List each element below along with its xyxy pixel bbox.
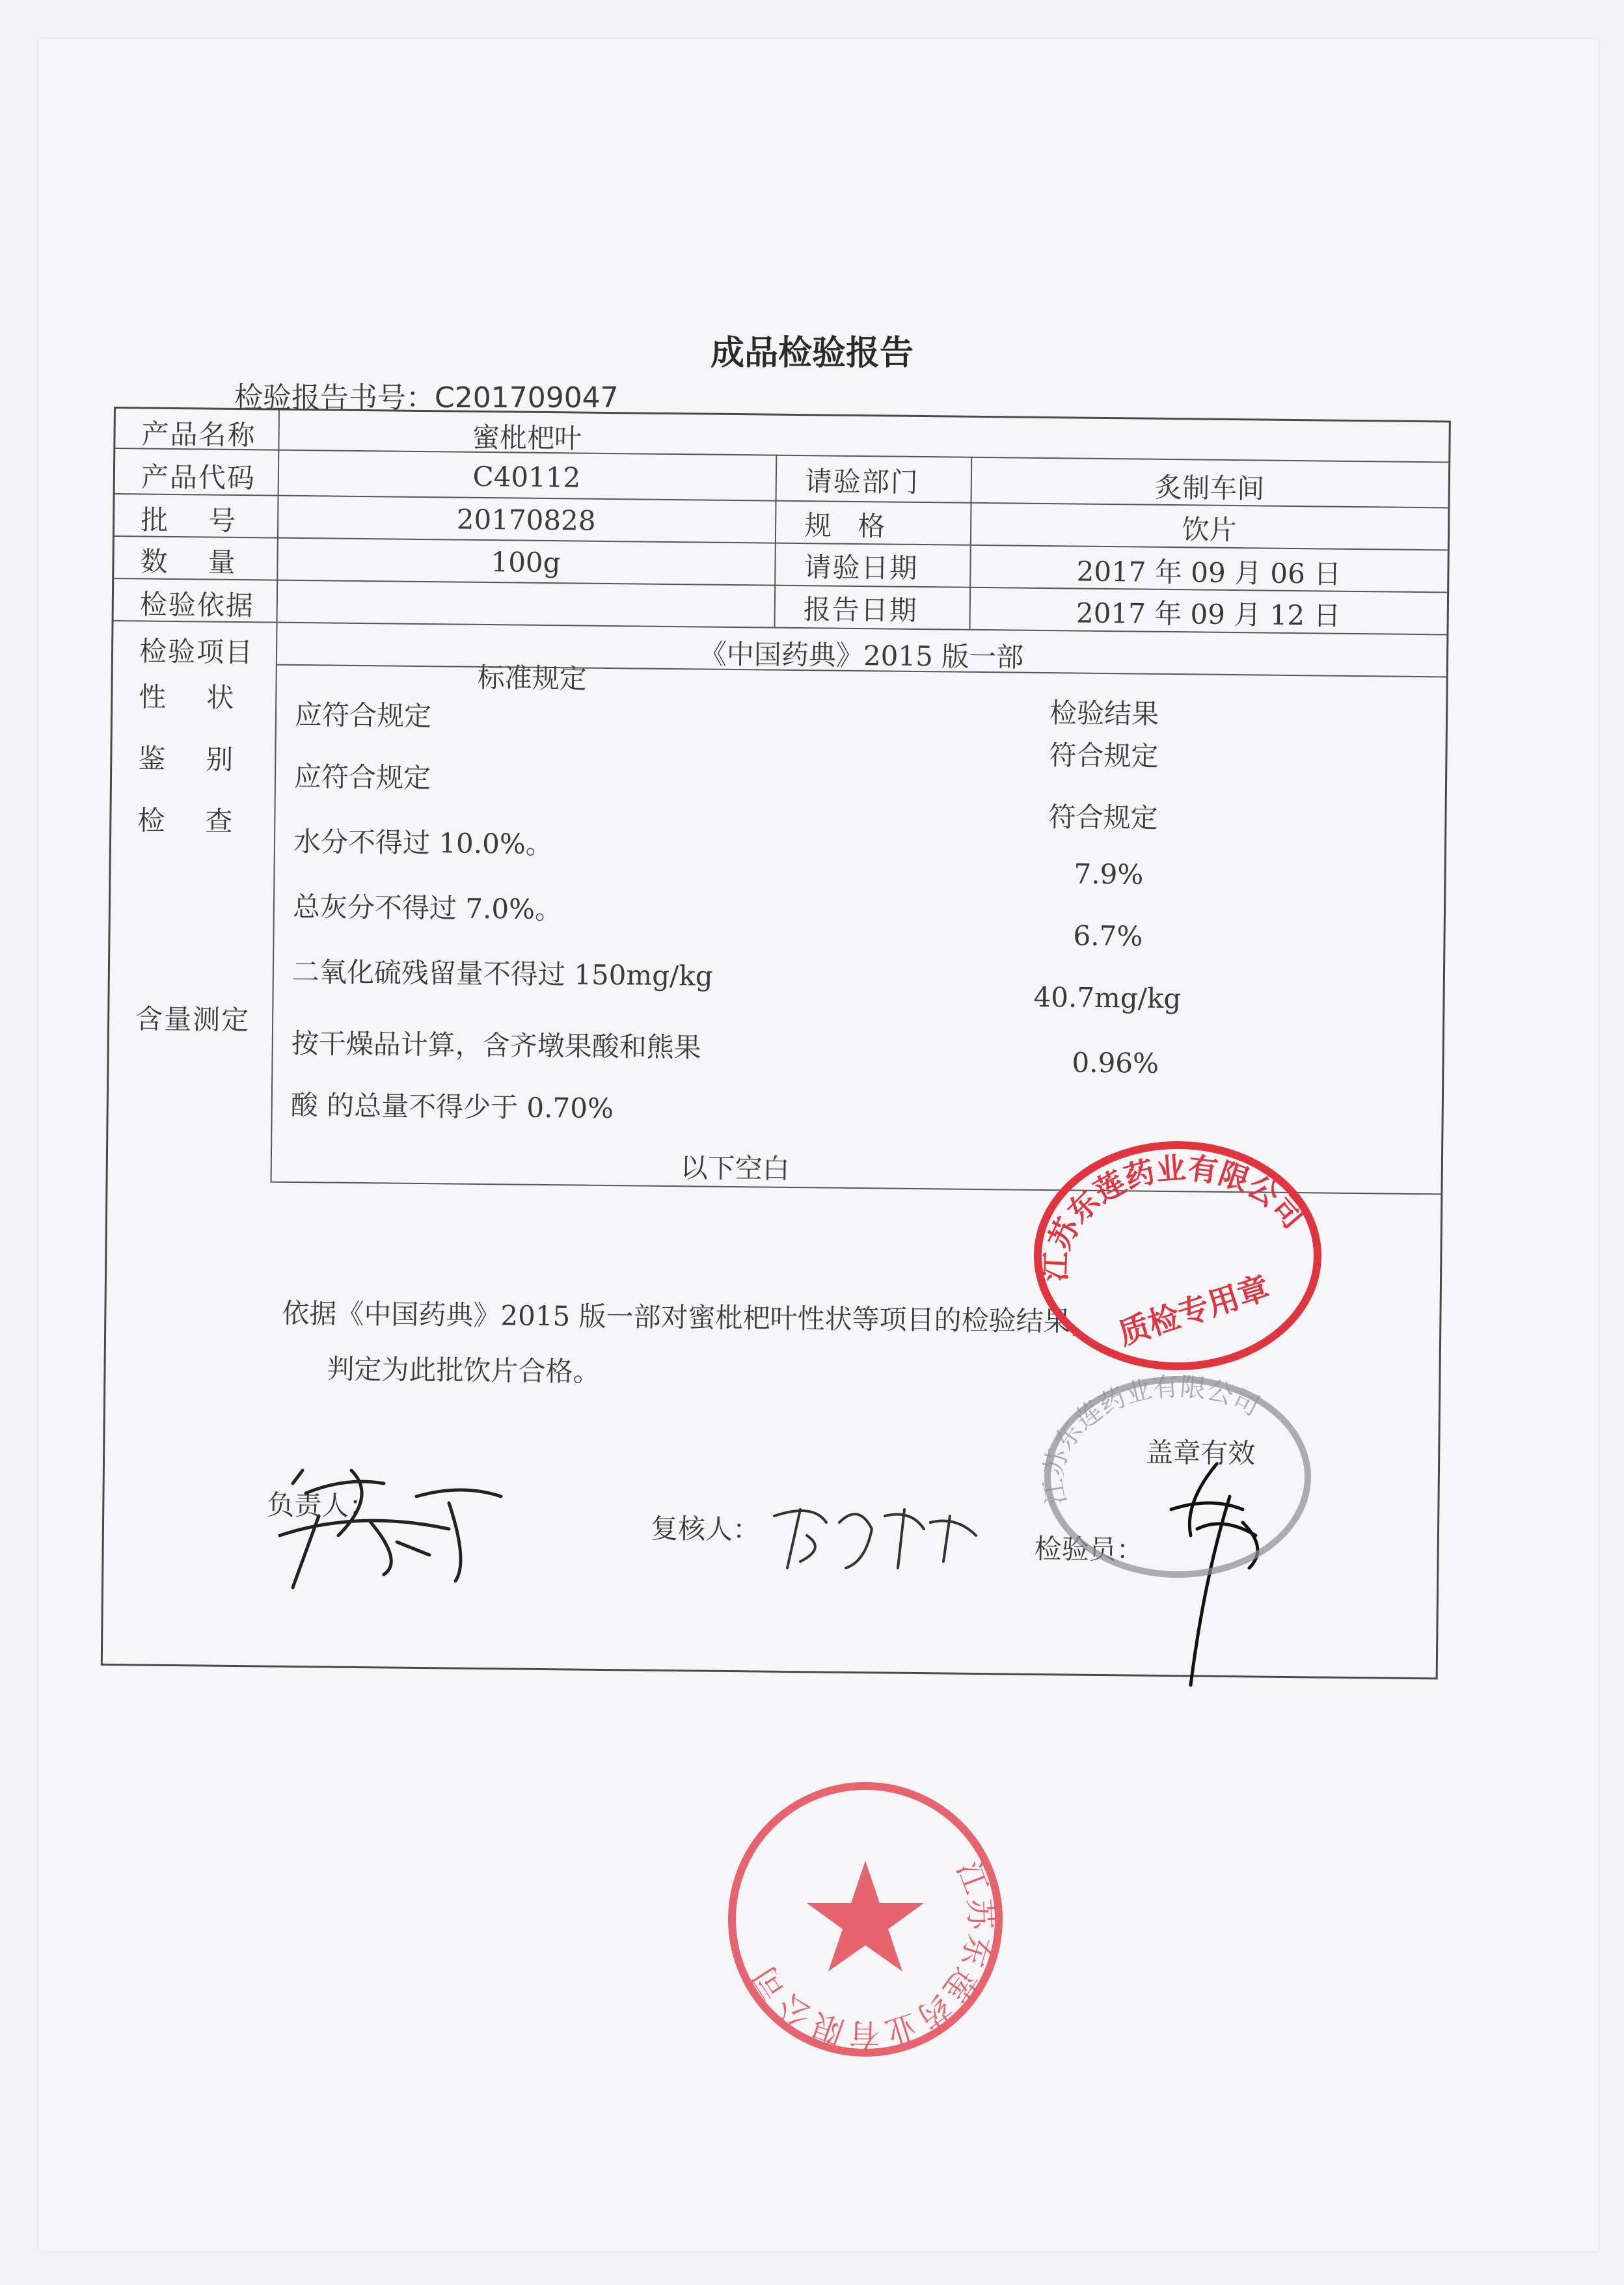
request-date-label: 请验日期 bbox=[804, 551, 919, 584]
dept-value: 炙制车间 bbox=[1155, 471, 1265, 505]
product-code-value: C40112 bbox=[472, 460, 581, 494]
items-header-result: 检验结果 bbox=[1049, 697, 1159, 730]
svg-text:江苏东莲药业有限公司 bbox=[744, 1842, 1015, 2069]
qc-stamp-company: 江苏东莲药业有限公司 bbox=[1037, 1150, 1312, 1282]
item-result: 40.7mg/kg bbox=[1033, 980, 1182, 1015]
spec-value: 饮片 bbox=[1182, 513, 1237, 547]
items-header-item: 检验项目 bbox=[139, 635, 254, 669]
item-result: 符合规定 bbox=[1049, 739, 1159, 772]
product-name-value: 蜜枇杷叶 bbox=[472, 421, 582, 455]
report-number-value: C201709047 bbox=[435, 381, 619, 414]
quantity-label: 数量 bbox=[140, 545, 276, 579]
batch-value: 20170828 bbox=[456, 503, 596, 537]
round-stamp-text: 江苏东莲药业有限公司 bbox=[744, 1856, 999, 2053]
report-number-label: 检验报告书号： bbox=[234, 381, 435, 414]
faded-qc-stamp bbox=[1035, 1366, 1321, 1588]
qc-stamp bbox=[1028, 1132, 1327, 1379]
item-result: 6.7% bbox=[1073, 919, 1143, 953]
item-standard: 总灰分不得过 7.0%。 bbox=[292, 890, 563, 926]
item-standard: 二氧化硫残留量不得过 150mg/kg bbox=[291, 955, 713, 992]
product-name-label: 产品名称 bbox=[141, 418, 256, 452]
basis-value: 《中国药典》2015 版一部 bbox=[699, 638, 1024, 673]
product-code-label: 产品代码 bbox=[141, 461, 256, 494]
item-name: 含量测定 bbox=[135, 1003, 250, 1036]
svg-text:江苏东莲药业有限公司 bbox=[1038, 1372, 1264, 1508]
report-date-label: 报告日期 bbox=[803, 593, 919, 627]
items-header-standard: 标准规定 bbox=[477, 661, 587, 695]
company-round-stamp bbox=[716, 1770, 1015, 2069]
item-name: 鉴别 bbox=[138, 742, 274, 776]
item-name: 检查 bbox=[137, 804, 273, 838]
item-result: 0.96% bbox=[1072, 1046, 1159, 1079]
request-date-value: 2017 年 09 月 06 日 bbox=[1076, 555, 1342, 590]
report-title: 成品检验报告 bbox=[710, 334, 914, 373]
qc-stamp-title: 质检专用章 bbox=[1114, 1269, 1274, 1353]
item-standard: 按干燥品计算，含齐墩果酸和熊果 bbox=[291, 1027, 702, 1064]
item-name: 性状 bbox=[139, 681, 275, 714]
item-standard: 应符合规定 bbox=[294, 698, 432, 733]
stamp-valid-note: 盖章有效 bbox=[1146, 1436, 1256, 1470]
reviewer-label: 复核人： bbox=[650, 1512, 761, 1546]
dept-label: 请验部门 bbox=[804, 465, 920, 498]
item-result: 7.9% bbox=[1074, 858, 1144, 891]
inspector-label: 检验员： bbox=[1034, 1532, 1144, 1566]
item-standard: 水分不得过 10.0%。 bbox=[293, 825, 554, 861]
basis-label: 检验依据 bbox=[139, 588, 255, 622]
blank-note: 以下空白 bbox=[680, 1152, 791, 1185]
quantity-value: 100g bbox=[491, 546, 561, 579]
batch-label: 批号 bbox=[140, 504, 277, 537]
conclusion-line1: 依据《中国药典》2015 版一部对蜜枇杷叶性状等项目的检验结果， bbox=[282, 1297, 1098, 1338]
responsible-label: 负责人： bbox=[267, 1489, 377, 1522]
reviewer-signature bbox=[761, 1490, 995, 1581]
item-standard: 应符合规定 bbox=[293, 760, 431, 794]
item-result: 符合规定 bbox=[1048, 801, 1158, 834]
star-icon bbox=[807, 1861, 924, 1971]
spec-label: 规格 bbox=[804, 509, 912, 543]
item-standard: 酸 的总量不得少于 0.70% bbox=[290, 1088, 614, 1125]
report-date-value: 2017 年 09 月 12 日 bbox=[1076, 597, 1341, 632]
faded-stamp-text: 江苏东莲药业有限公司 bbox=[1038, 1372, 1265, 1508]
conclusion-line2: 判定为此批饮片合格。 bbox=[327, 1353, 601, 1388]
responsible-signature bbox=[254, 1457, 527, 1594]
